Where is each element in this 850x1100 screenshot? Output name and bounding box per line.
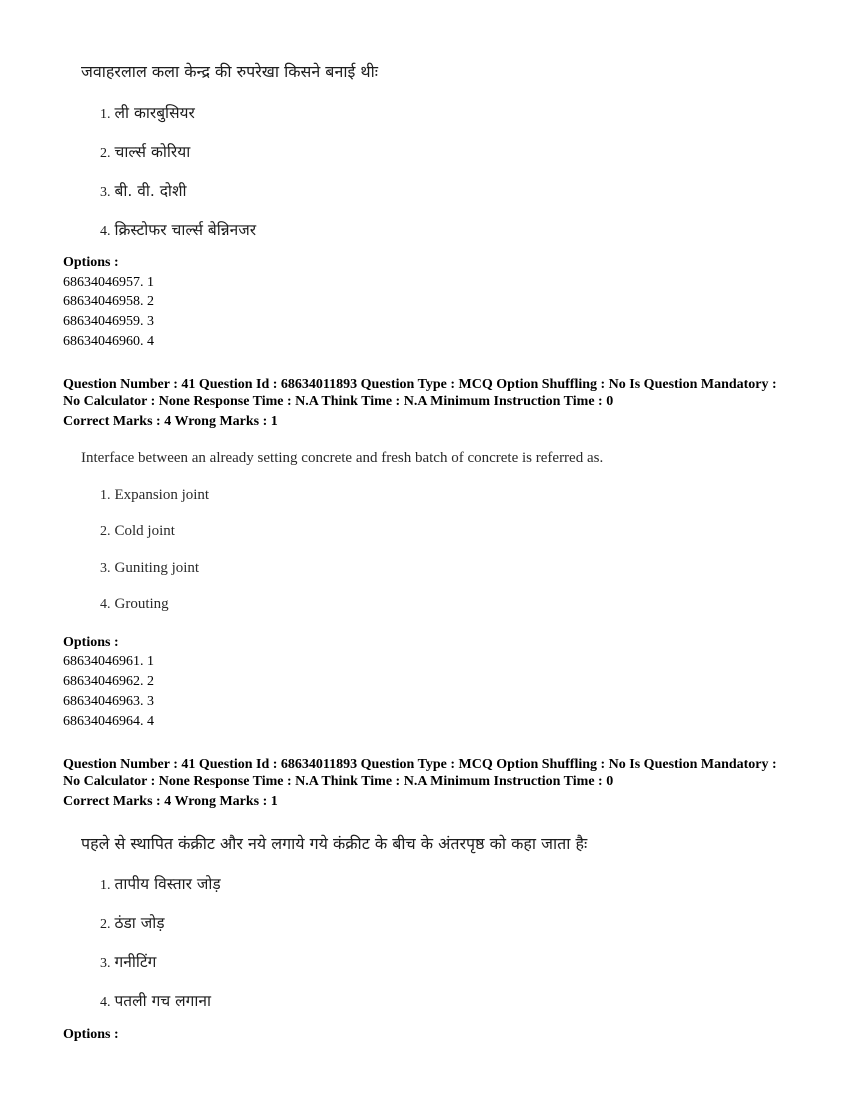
option-4 — [100, 218, 256, 240]
question-text-hindi-2: पहले से स्थापित कंक्रीट और नये लगाये गये कंक्रीट के बीच के अंतरपृष्ठ को कहा जाता हैः — [81, 834, 588, 853]
option-2 — [100, 911, 165, 933]
option-number: 2. — [100, 917, 111, 932]
option-3 — [100, 179, 187, 201]
option-number: 3. — [100, 561, 111, 576]
option-id-row: 68634046958. 2 — [63, 294, 154, 309]
option-text: बी. वी. दोशी — [114, 182, 187, 200]
question-text-english: Interface between an already setting concrete and fresh batch of concrete is referred as. — [81, 450, 604, 466]
option-id-row: 68634046957. 1 — [63, 275, 154, 290]
option-3 — [100, 560, 199, 577]
option-3 — [100, 950, 156, 972]
option-1 — [100, 487, 209, 504]
options-label: Options : — [63, 255, 119, 270]
option-text: गनीटिंग — [114, 953, 157, 971]
option-text: ली कारबुसियर — [114, 104, 195, 122]
option-id-row: 68634046959. 3 — [63, 314, 154, 329]
question-meta-line-1: Question Number : 41 Question Id : 68634011893 Question Type : MCQ Option Shuffling : No Is Question Mandatory : — [63, 757, 777, 772]
option-2 — [100, 523, 175, 540]
option-number: 4. — [100, 995, 111, 1010]
option-4 — [100, 596, 169, 613]
option-4 — [100, 989, 211, 1011]
option-1 — [100, 101, 195, 123]
option-number: 3. — [100, 185, 111, 200]
option-1 — [100, 872, 221, 894]
options-label: Options : — [63, 1027, 119, 1042]
option-number: 1. — [100, 488, 111, 503]
options-label: Options : — [63, 635, 119, 650]
option-text: Guniting joint — [114, 560, 200, 576]
option-text: तापीय विस्तार जोड़ — [114, 875, 221, 893]
option-text: पतली गच लगाना — [114, 992, 211, 1010]
option-id-row: 68634046963. 3 — [63, 694, 154, 709]
option-number: 4. — [100, 224, 111, 239]
option-text: Grouting — [114, 596, 169, 612]
option-text: क्रिस्टोफर चार्ल्स बेन्निनजर — [114, 221, 257, 239]
option-number: 1. — [100, 878, 111, 893]
question-meta-line-2: No Calculator : None Response Time : N.A Think Time : N.A Minimum Instruction Time : 0 — [63, 394, 614, 409]
option-text: Cold joint — [114, 523, 175, 539]
option-number: 4. — [100, 597, 111, 612]
marks-line: Correct Marks : 4 Wrong Marks : 1 — [63, 414, 278, 429]
option-number: 1. — [100, 107, 111, 122]
option-2 — [100, 140, 190, 162]
option-id-row: 68634046962. 2 — [63, 674, 154, 689]
option-id-row: 68634046960. 4 — [63, 334, 154, 349]
option-text: Expansion joint — [114, 487, 210, 503]
option-id-row: 68634046961. 1 — [63, 654, 154, 669]
option-number: 2. — [100, 146, 111, 161]
option-text: ठंडा जोड़ — [114, 914, 165, 932]
option-text: चार्ल्स कोरिया — [114, 143, 191, 161]
question-meta-line-2: No Calculator : None Response Time : N.A Think Time : N.A Minimum Instruction Time : 0 — [63, 774, 614, 789]
marks-line: Correct Marks : 4 Wrong Marks : 1 — [63, 794, 278, 809]
option-id-row: 68634046964. 4 — [63, 714, 154, 729]
option-number: 3. — [100, 956, 111, 971]
option-number: 2. — [100, 524, 111, 539]
question-meta-line-1: Question Number : 41 Question Id : 68634011893 Question Type : MCQ Option Shuffling : No Is Question Mandatory : — [63, 377, 777, 392]
question-text-hindi-1: जवाहरलाल कला केन्द्र की रुपरेखा किसने बनाई थीः — [81, 62, 379, 81]
